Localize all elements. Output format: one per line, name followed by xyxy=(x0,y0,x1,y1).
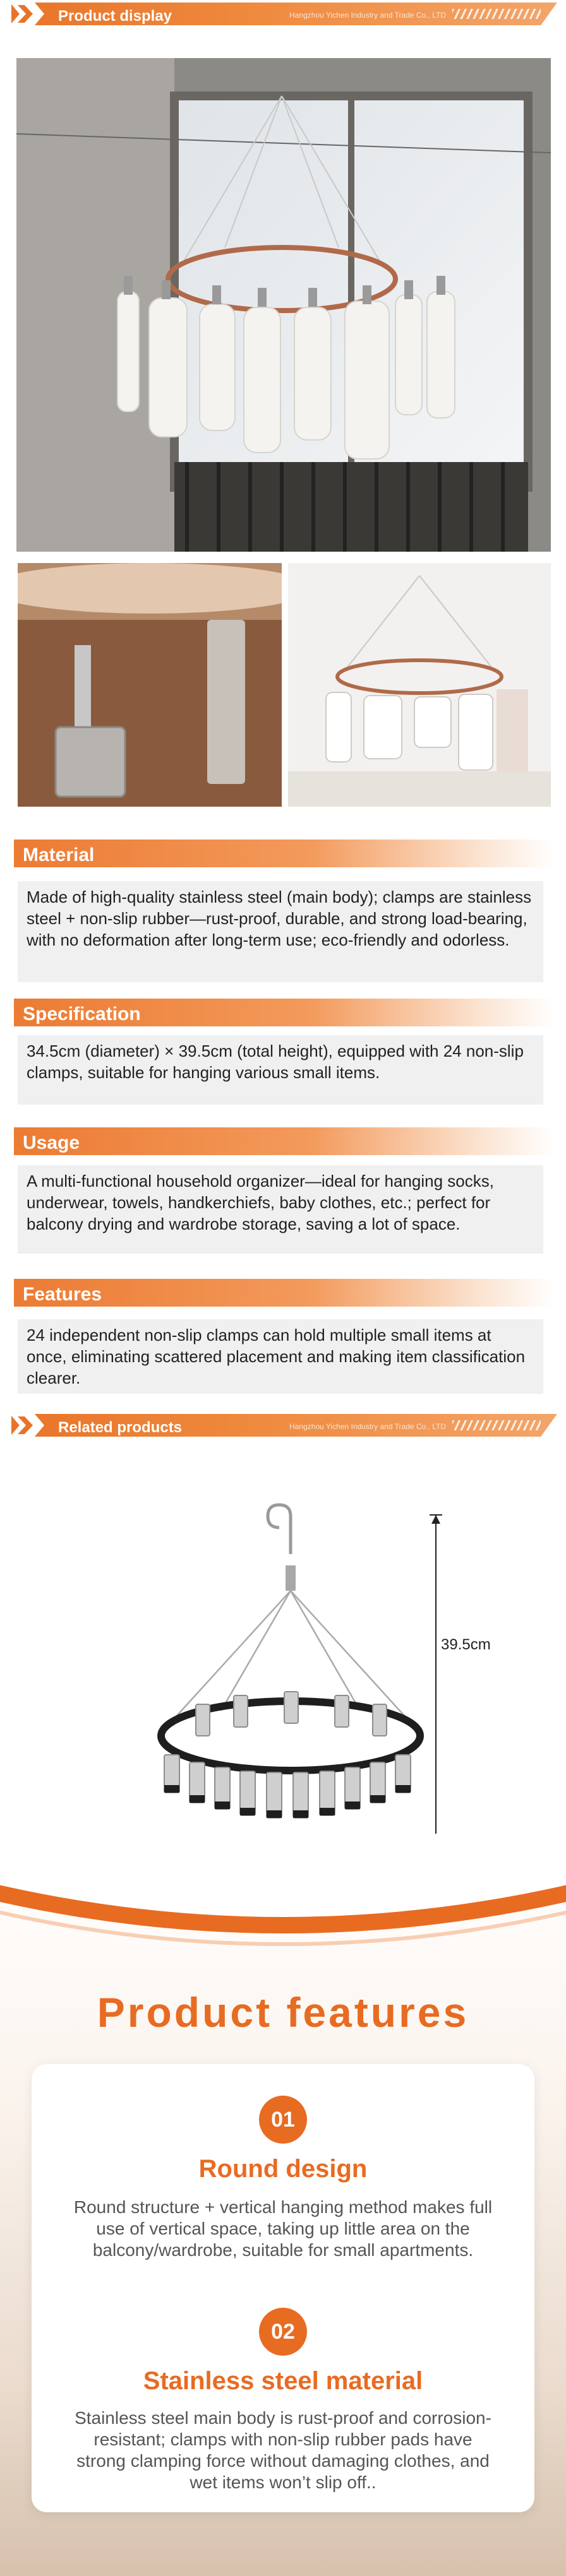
specification-text: 34.5cm (diameter) × 39.5cm (total height), equipped with 24 non-slip clamps, suitable for hanging various small items. xyxy=(18,1035,543,1105)
hanger-with-laundry-photo xyxy=(288,563,551,807)
clamp-closeup-photo xyxy=(18,563,282,807)
feature-number-2: 02 xyxy=(259,2308,307,2356)
height-dimension-label: 39.5cm xyxy=(441,1636,491,1653)
material-header xyxy=(14,840,555,867)
feature-number-1: 01 xyxy=(259,2096,307,2144)
banner-company: Hangzhou Yichen Industry and Trade Co., LTD xyxy=(289,11,446,20)
feature-text-1: Round structure + vertical hanging method makes full use of vertical space, taking up little area on the balcony/wardrobe, suitable for small apartments. xyxy=(73,2197,493,2260)
banner-stripes xyxy=(452,1420,541,1430)
usage-title: Usage xyxy=(23,1132,80,1153)
usage-header xyxy=(14,1127,555,1155)
banner-title: Related products xyxy=(58,1419,183,1436)
features-title: Features xyxy=(23,1284,102,1305)
specification-title: Specification xyxy=(23,1004,141,1024)
banner-title: Product display xyxy=(58,8,172,25)
material-text: Made of high-quality stainless steel (main body); clamps are stainless steel + non-slip rubber—rust-proof, durable, and strong load-bearing, with no deformation after long-term use; eco-friendly and odorless. xyxy=(18,881,543,982)
product-dimension-drawing xyxy=(126,1502,455,1868)
feature-text-2: Stainless steel main body is rust-proof and corrosion-resistant; clamps with non-slip rubber pads have strong clamping force without damaging clothes, and wet items won’t slip off.. xyxy=(75,2408,491,2492)
related-products-banner xyxy=(0,1411,566,1439)
main-product-photo xyxy=(16,58,551,552)
specification-header xyxy=(14,999,555,1026)
banner-company: Hangzhou Yichen Industry and Trade Co., LTD xyxy=(289,1422,446,1431)
usage-text: A multi-functional household organizer—ideal for hanging socks, underwear, towels, handkerchiefs, baby clothes, etc.; perfect for balcony drying and wardrobe storage, saving a lot of space. xyxy=(18,1165,543,1254)
product-features-title: Product features xyxy=(97,1989,469,2036)
banner-stripes xyxy=(452,9,541,19)
feature-heading-1: Round design xyxy=(198,2155,368,2183)
decorative-arc xyxy=(0,1834,566,1979)
features-text: 24 independent non-slip clamps can hold multiple small items at once, eliminating scattered placement and making item classification clearer. xyxy=(18,1319,543,1394)
features-header xyxy=(14,1279,555,1307)
feature-heading-2: Stainless steel material xyxy=(143,2367,423,2395)
product-display-banner xyxy=(0,0,566,28)
material-title: Material xyxy=(23,845,95,865)
features-card xyxy=(32,2064,534,2512)
